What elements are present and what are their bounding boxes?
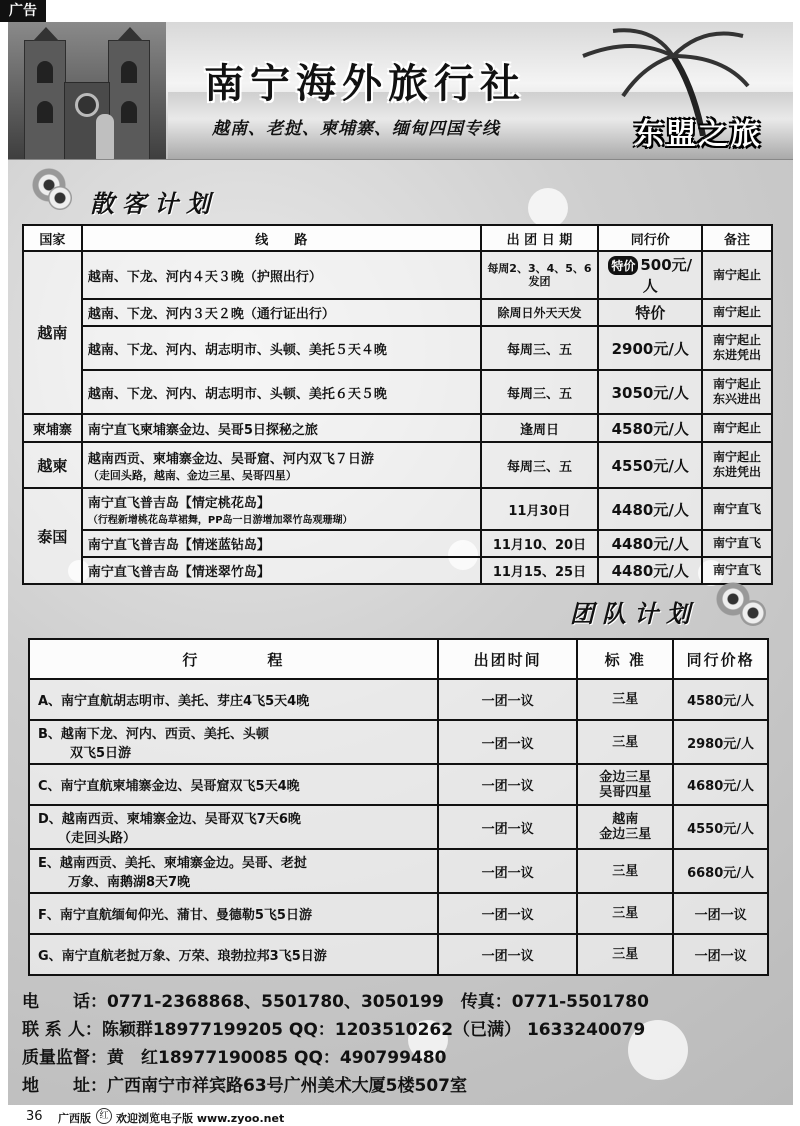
itinerary-cell: G、南宁直航老挝万象、万荣、琅勃拉邦3飞5日游 [29, 934, 438, 975]
time-cell: 一团一议 [438, 720, 578, 764]
route-cell: 南宁直飞普吉岛【情定桃花岛】 （行程新增桃花岛草裙舞，PP岛一日游增加翠竹岛观珊瑚） [82, 488, 481, 530]
contact-phone: 电 话：0771-2368868、5501780、3050199 传真：0771-5501780 [22, 992, 649, 1012]
country-vietnam: 越南 [23, 251, 82, 414]
price-cell: 4580元/人 [673, 679, 768, 720]
table-row [29, 805, 768, 849]
note-cell: 南宁起止 [702, 251, 772, 299]
price-cell: 4680元/人 [673, 764, 768, 805]
route-cell: 越南、下龙、河内４天３晚（护照出行） [82, 251, 481, 299]
standard-cell: 金边三星 吴哥四星 [577, 764, 673, 805]
agency-subtitle: 越南、老挝、柬埔寨、缅甸四国专线 [212, 119, 500, 139]
route-cell: 南宁直飞普吉岛【情迷翠竹岛】 [82, 557, 481, 584]
individual-tour-table [22, 224, 773, 585]
price-cell: 一团一议 [673, 934, 768, 975]
price-cell: 4480元/人 [598, 488, 702, 530]
route-cell: 越南、下龙、河内、胡志明市、头顿、美托５天４晚 [82, 326, 481, 370]
date-cell: 11月30日 [481, 488, 599, 530]
ad-tag: 广告 [0, 0, 46, 22]
note-cell: 南宁起止东进凭出 [702, 326, 772, 370]
price-cell: 4480元/人 [598, 530, 702, 557]
contact-address: 地 址：广西南宁市祥宾路63号广州美术大厦5楼507室 [22, 1076, 467, 1096]
standard-cell: 三星 [577, 934, 673, 975]
standard-cell: 三星 [577, 679, 673, 720]
itinerary-cell: E、越南西贡、美托、柬埔寨金边。吴哥、老挝 万象、南鹅湖8天7晚 [29, 849, 438, 893]
date-cell: 每周三、五 [481, 370, 599, 414]
header-route: 线 路 [82, 225, 481, 251]
table-header-row [23, 225, 772, 251]
price-cell: 特价 500元/人 [598, 251, 702, 299]
standard-cell: 三星 [577, 893, 673, 934]
table-row [23, 530, 772, 557]
price-cell: 6680元/人 [673, 849, 768, 893]
contact-person: 联 系 人：陈颖群18977199205 QQ：1203510262（已满） 1633240079 [22, 1020, 646, 1040]
header-country: 国家 [23, 225, 82, 251]
table-row [23, 557, 772, 584]
date-cell: 11月15、25日 [481, 557, 599, 584]
agency-title: 南宁海外旅行社 [204, 60, 526, 107]
route-cell: 南宁直飞普吉岛【情迷蓝钻岛】 [82, 530, 481, 557]
route-cell: 南宁直飞柬埔寨金边、吴哥5日探秘之旅 [82, 414, 481, 442]
publisher-logo-icon: 红 [96, 1108, 112, 1124]
note-cell: 南宁起止东进凭出 [702, 442, 772, 488]
itinerary-cell: F、南宁直航缅甸仰光、蒲甘、曼德勒5飞5日游 [29, 893, 438, 934]
itinerary-cell: D、越南西贡、柬埔寨金边、吴哥双飞7天6晚 （走回头路） [29, 805, 438, 849]
time-cell: 一团一议 [438, 893, 578, 934]
group-plan-title: 团队计划 [570, 599, 698, 628]
table-row [23, 326, 772, 370]
table-row [29, 720, 768, 764]
route-subnote: （走回头路，越南、金边三星、吴哥四星） [87, 468, 297, 482]
table-row [23, 442, 772, 488]
table-header-row [29, 639, 768, 679]
edition-label: 广西版 [58, 1112, 91, 1125]
price-cell: 4550元/人 [673, 805, 768, 849]
page-footer [0, 1106, 800, 1126]
date-cell: 逢周日 [481, 414, 599, 442]
flower-decoration-right-2 [740, 600, 766, 626]
individual-plan-title: 散客计划 [90, 189, 218, 218]
header-trade-price: 同行价格 [673, 639, 768, 679]
note-cell: 南宁直飞 [702, 488, 772, 530]
price-cell: 4580元/人 [598, 414, 702, 442]
special-price-badge: 特价 [608, 256, 638, 275]
contact-supervisor: 质量监督：黄 红18977190085 QQ：490799480 [22, 1048, 447, 1068]
table-row [29, 934, 768, 975]
price-cell: 一团一议 [673, 893, 768, 934]
price-cell: 4480元/人 [598, 557, 702, 584]
price-cell: 2980元/人 [673, 720, 768, 764]
note-cell: 南宁起止 [702, 299, 772, 326]
country-cambodia: 柬埔寨 [23, 414, 82, 442]
price-cell: 特价 [598, 299, 702, 326]
standard-cell: 越南 金边三星 [577, 805, 673, 849]
table-row [23, 414, 772, 442]
price-cell: 4550元/人 [598, 442, 702, 488]
route-subnote: （行程新增桃花岛草裙舞，PP岛一日游增加翠竹岛观珊瑚） [87, 515, 353, 526]
note-cell: 南宁直飞 [702, 530, 772, 557]
time-cell: 一团一议 [438, 679, 578, 720]
table-row [29, 764, 768, 805]
note-cell: 南宁起止 [702, 414, 772, 442]
website-link[interactable]: 欢迎浏览电子版 www.zyoo.net [116, 1112, 285, 1125]
time-cell: 一团一议 [438, 805, 578, 849]
table-row [23, 488, 772, 530]
standard-cell: 三星 [577, 849, 673, 893]
group-tour-table [28, 638, 769, 976]
table-row [29, 893, 768, 934]
itinerary-cell: B、越南下龙、河内、西贡、美托、头顿 双飞5日游 [29, 720, 438, 764]
table-row [29, 849, 768, 893]
itinerary-cell: A、南宁直航胡志明市、美托、芽庄4飞5天4晚 [29, 679, 438, 720]
itinerary-cell: C、南宁直航柬埔寨金边、吴哥窟双飞5天4晚 [29, 764, 438, 805]
header-itinerary: 行 程 [29, 639, 438, 679]
price-cell: 2900元/人 [598, 326, 702, 370]
time-cell: 一团一议 [438, 849, 578, 893]
table-row [23, 251, 772, 299]
date-cell: 除周日外天天发 [481, 299, 599, 326]
time-cell: 一团一议 [438, 934, 578, 975]
country-vietnam-cambodia: 越柬 [23, 442, 82, 488]
header-date: 出 团 日 期 [481, 225, 599, 251]
route-cell: 越南、下龙、河内３天２晚（通行证出行） [82, 299, 481, 326]
church-image [8, 22, 166, 160]
standard-cell: 三星 [577, 720, 673, 764]
header-banner [8, 22, 793, 160]
flower-decoration-left-2 [48, 186, 72, 210]
page-number: 36 [26, 1109, 43, 1124]
table-row [23, 370, 772, 414]
date-cell: 每周三、五 [481, 442, 599, 488]
date-cell: 每周2、3、4、5、6发团 [481, 251, 599, 299]
date-cell: 11月10、20日 [481, 530, 599, 557]
header-note: 备注 [702, 225, 772, 251]
asean-slogan: 东盟之旅 [634, 117, 762, 152]
header-price: 同行价 [598, 225, 702, 251]
price-cell: 3050元/人 [598, 370, 702, 414]
route-cell: 越南、下龙、河内、胡志明市、头顿、美托６天５晚 [82, 370, 481, 414]
time-cell: 一团一议 [438, 764, 578, 805]
date-cell: 每周三、五 [481, 326, 599, 370]
note-cell: 南宁直飞 [702, 557, 772, 584]
header-departure-time: 出团时间 [438, 639, 578, 679]
route-cell: 越南西贡、柬埔寨金边、吴哥窟、河内双飞７日游 （走回头路，越南、金边三星、吴哥四星） [82, 442, 481, 488]
header-standard: 标 准 [577, 639, 673, 679]
table-row [23, 299, 772, 326]
country-thailand: 泰国 [23, 488, 82, 584]
table-row [29, 679, 768, 720]
note-cell: 南宁起止东兴进出 [702, 370, 772, 414]
